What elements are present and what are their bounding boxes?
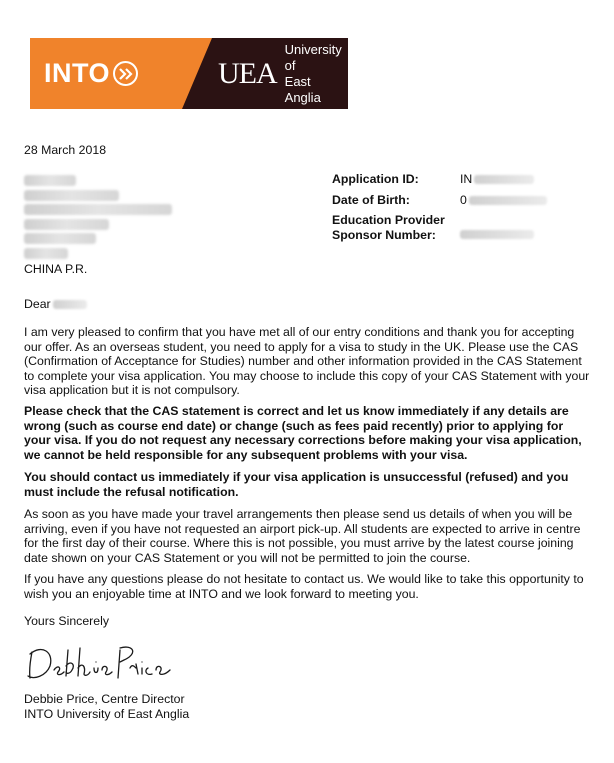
uea-mark: UEA: [218, 56, 277, 90]
redaction: [469, 196, 547, 205]
into-logo-text: INTO: [44, 58, 111, 88]
uea-name: [285, 42, 348, 106]
redacted-line: [24, 248, 68, 259]
letter-date: 28 March 2018: [24, 143, 107, 157]
date-of-birth-row: [332, 193, 592, 208]
paragraph-1: I am very pleased to confirm that you have met all of our entry conditions and thank you for accepting our offer. As an overseas student, you need to apply for a visa to study in the UK. Please use the CAS (Confirmation of Acceptance for Studies) number and other information provided in the CAS Statement to complete your visa application. You may choose to include this copy of your CAS Statement with your visa application but it is not compulsory.: [24, 325, 590, 397]
redaction: [460, 230, 534, 239]
date-of-birth-label: Date of Birth:: [332, 192, 410, 207]
redacted-line: [24, 219, 109, 230]
double-chevron-icon: [113, 61, 138, 86]
sponsor-number-label: Education Provider Sponsor Number:: [332, 213, 445, 242]
sponsor-number-value: [460, 213, 592, 242]
application-id-value: IN: [460, 172, 592, 187]
redaction: [53, 300, 87, 309]
redaction: [474, 175, 534, 184]
application-id-row: [332, 172, 592, 187]
into-logo: [30, 38, 182, 109]
logo-divider: [182, 38, 212, 109]
paragraph-3: You should contact us immediately if your visa application is unsuccessful (refused) and you must include the refusal notification.: [24, 470, 569, 499]
paragraph-2: Please check that the CAS statement is correct and let us know immediately if any details are wrong (such as course end date) or change (such as fees paid recently) prior to applying for your visa. If you do not request any necessary corrections before making your visa application, we cannot be held responsible for any subsequent problems with your visa.: [24, 404, 582, 462]
sponsor-number-row: [332, 213, 592, 242]
date-of-birth-value: 0: [460, 193, 592, 208]
signer-name: Debbie Price, Centre Director: [24, 692, 185, 706]
paragraph-4: As soon as you have made your travel arrangements then please send us details of when you will be arriving, even if you have not requested an airport pick-up. All students are expected to arrive in centre for the first day of their course. Where this is not possible, you must arrive by the latest course joining date shown on your CAS Statement or you will not be permitted to join the course.: [24, 507, 581, 565]
uea-name-line1: University of: [284, 41, 342, 73]
application-info: [332, 172, 592, 248]
redacted-line: [24, 233, 96, 244]
signer-organization: INTO University of East Anglia: [24, 706, 190, 721]
recipient-address: [24, 172, 184, 277]
redacted-line: [24, 204, 172, 215]
closing: Yours Sincerely: [24, 614, 109, 628]
application-id-label: Application ID:: [332, 172, 419, 186]
greeting: Dear: [24, 297, 87, 312]
uea-logo: [182, 38, 348, 109]
address-country: CHINA P.R.: [24, 262, 88, 276]
signature: [24, 640, 184, 685]
uea-name-line2: East Anglia: [284, 73, 321, 105]
header-logo: [30, 38, 348, 109]
signer-block: [24, 692, 189, 721]
paragraph-5: If you have any questions please do not hesitate to contact us. We would like to take this opportunity to wish you an enjoyable time at INTO and we look forward to meeting you.: [24, 572, 584, 601]
redacted-line: [24, 175, 76, 186]
redacted-line: [24, 190, 119, 201]
